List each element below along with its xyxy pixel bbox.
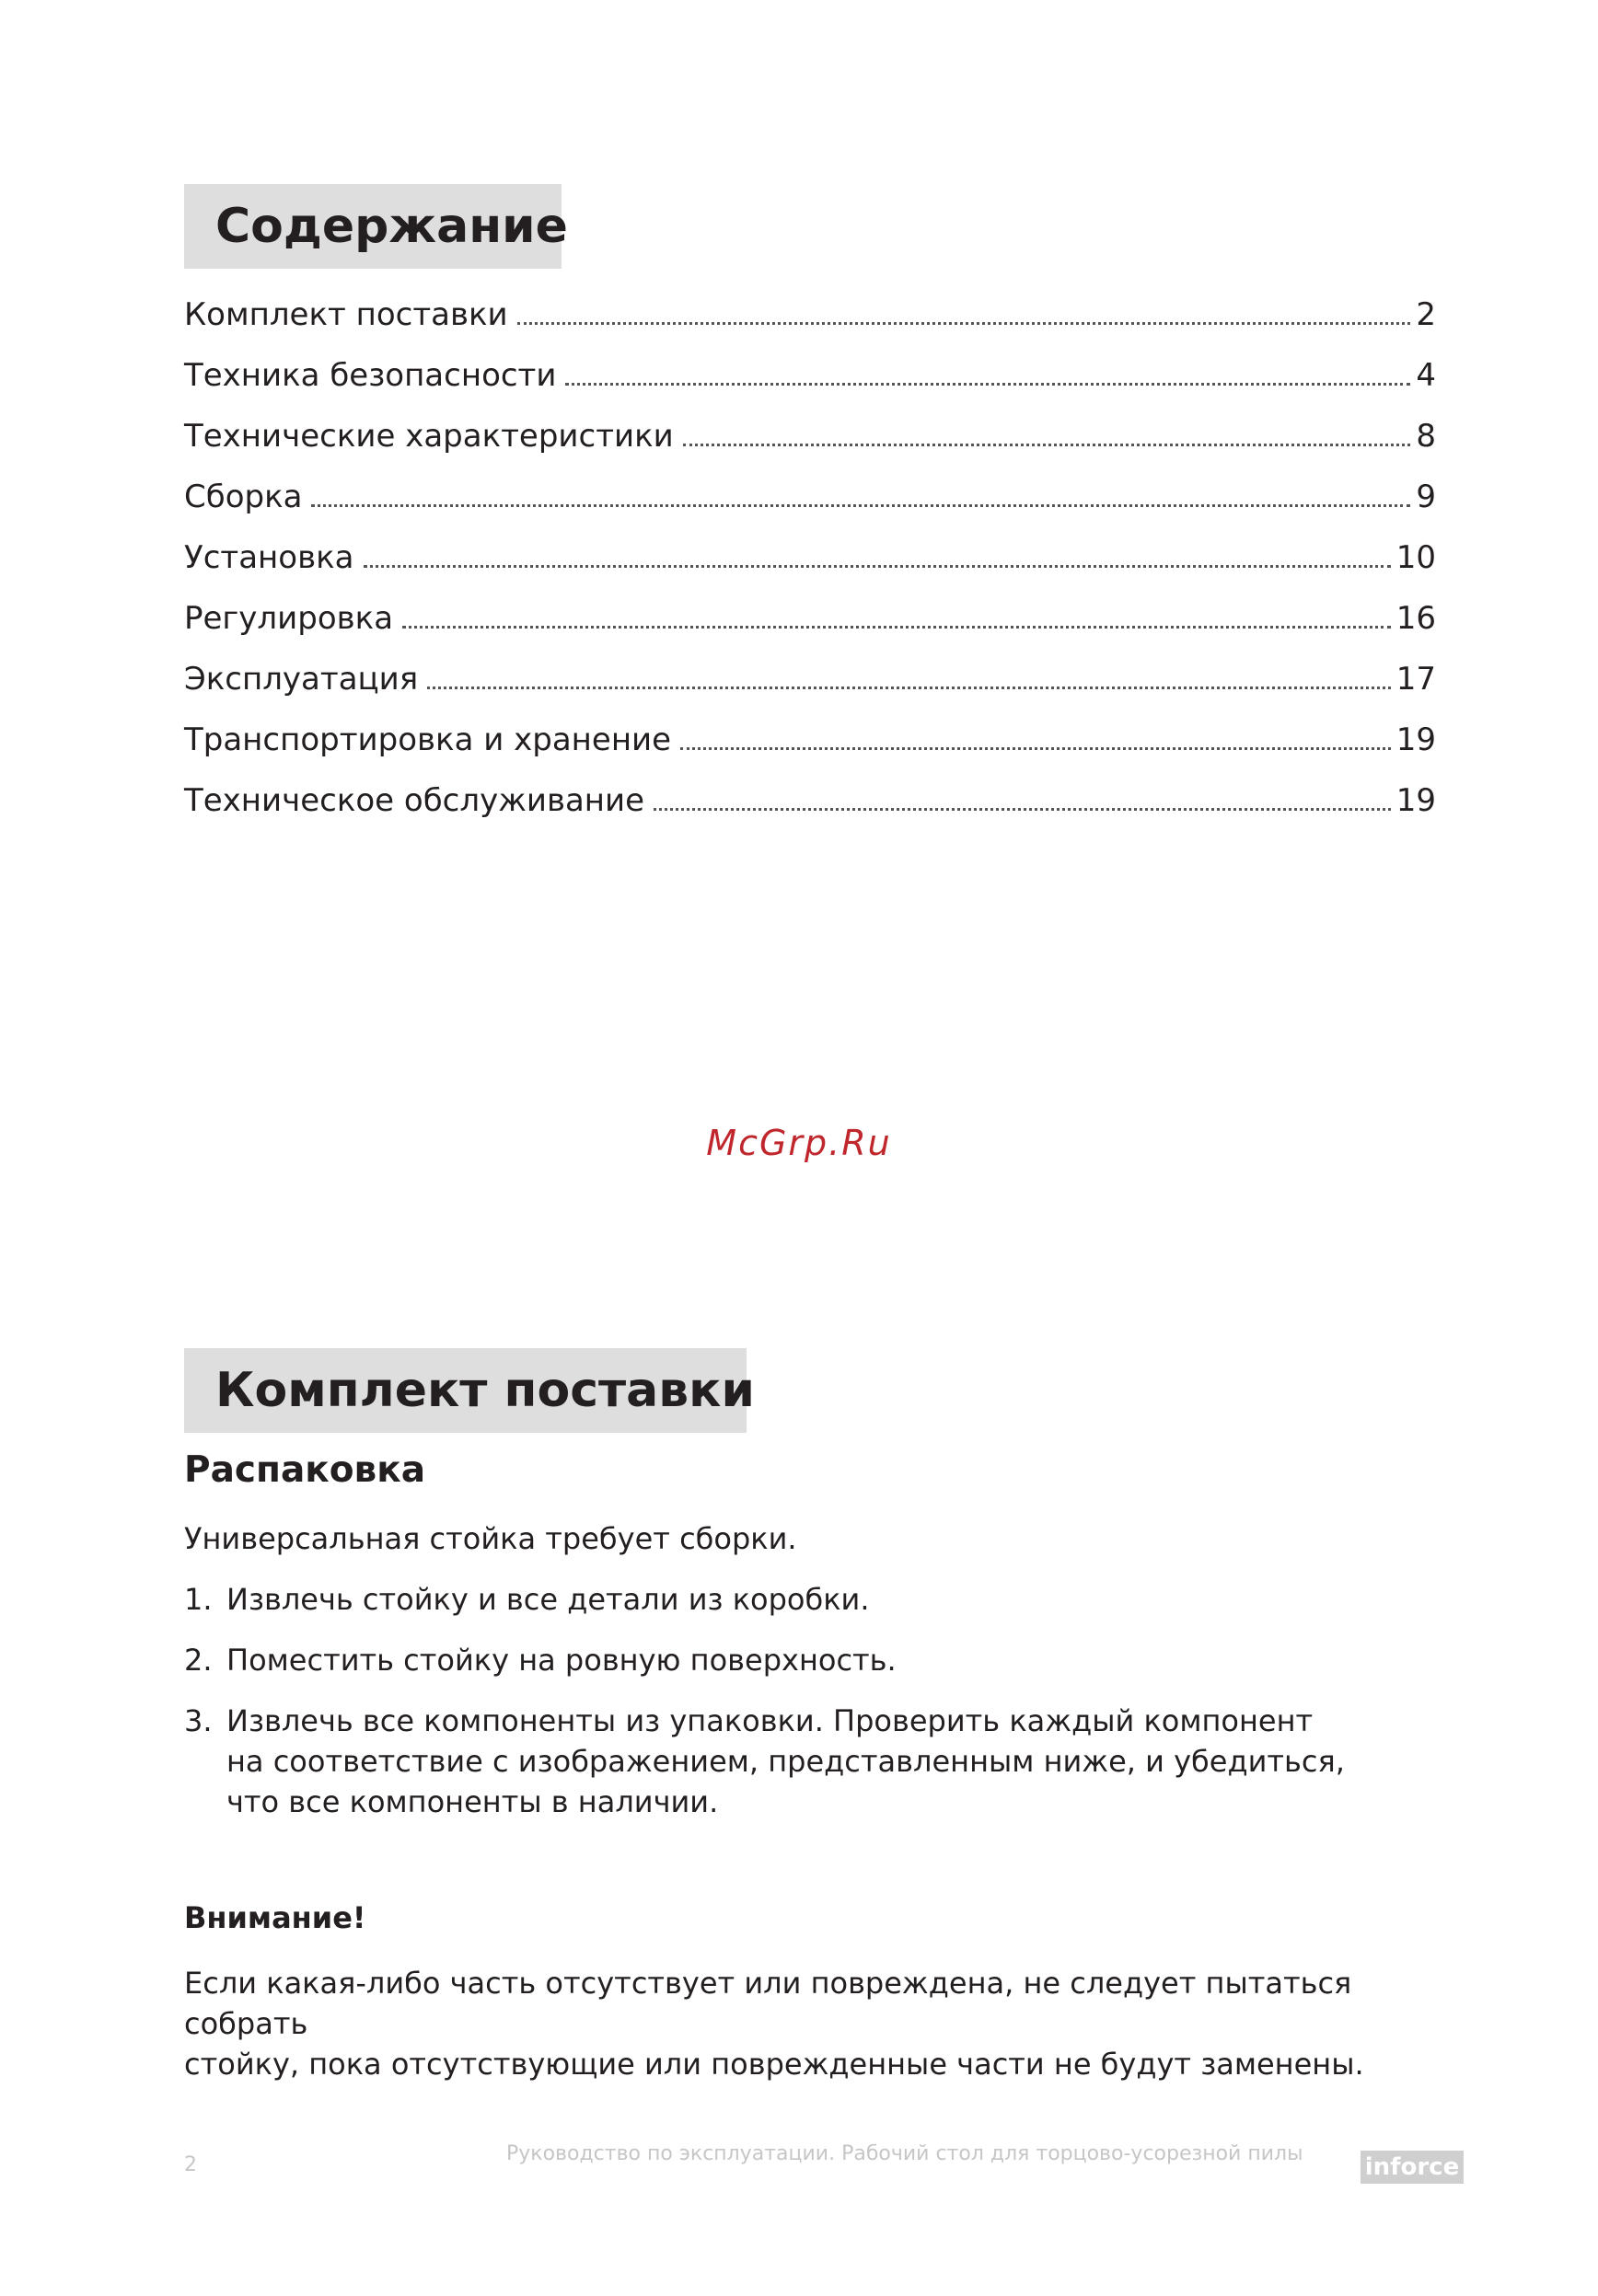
toc-item[interactable] xyxy=(184,418,1436,479)
toc-leader xyxy=(517,321,1411,325)
toc-item[interactable] xyxy=(184,539,1436,600)
warning-title: Внимание! xyxy=(184,1900,366,1935)
toc-item[interactable] xyxy=(184,600,1436,661)
toc-item[interactable] xyxy=(184,661,1436,721)
toc-item-title: Техническое обслуживание xyxy=(184,782,645,819)
toc-leader xyxy=(427,686,1391,689)
step-text-line: Извлечь все компоненты из упаковки. Проверить каждый компонент xyxy=(226,1703,1314,1738)
toc-item-page: 8 xyxy=(1416,418,1436,455)
list-item xyxy=(184,1579,1381,1620)
step-text-line: на соответствие с изображением, представленным ниже, и убедиться, xyxy=(226,1744,1345,1779)
toc-leader xyxy=(680,746,1391,750)
step-number: 2. xyxy=(184,1643,213,1678)
toc-leader xyxy=(683,443,1411,446)
toc-item-page: 17 xyxy=(1395,661,1436,698)
watermark: McGrp.Ru xyxy=(706,1123,892,1163)
section-heading: Комплект поставки xyxy=(184,1348,747,1433)
toc-item-title: Установка xyxy=(184,539,354,576)
toc-item-title: Техника безопасности xyxy=(184,357,557,394)
step-text: Поместить стойку на ровную поверхность. xyxy=(226,1643,897,1678)
toc-item-title: Комплект поставки xyxy=(184,296,508,333)
step-number: 1. xyxy=(184,1582,213,1617)
toc-item-title: Технические характеристики xyxy=(184,418,674,455)
toc-item-page: 19 xyxy=(1395,721,1436,758)
warning-text xyxy=(184,1963,1473,2084)
step-text: Извлечь стойку и все детали из коробки. xyxy=(226,1582,870,1617)
section-subheading: Распаковка xyxy=(184,1449,426,1491)
toc-leader xyxy=(654,807,1391,811)
toc-item-page: 10 xyxy=(1395,539,1436,576)
toc-item-title: Регулировка xyxy=(184,600,394,637)
toc-item[interactable] xyxy=(184,357,1436,418)
toc-item-title: Эксплуатация xyxy=(184,661,419,698)
toc-item[interactable] xyxy=(184,296,1436,357)
toc-leader xyxy=(364,564,1391,568)
list-item xyxy=(184,1640,1381,1680)
toc-item-page: 2 xyxy=(1416,296,1436,333)
list-item xyxy=(184,1701,1381,1822)
warning-line: стойку, пока отсутствующие или поврежденные части не будут заменены. xyxy=(184,2047,1364,2082)
step-text-line: что все компоненты в наличии. xyxy=(226,1784,719,1819)
toc-item-page: 9 xyxy=(1416,479,1436,515)
page-number: 2 xyxy=(184,2153,197,2176)
toc-leader xyxy=(402,625,1391,629)
toc-item[interactable] xyxy=(184,479,1436,539)
toc-leader xyxy=(565,382,1410,386)
step-number: 3. xyxy=(184,1703,213,1738)
toc-item[interactable] xyxy=(184,782,1436,843)
steps-list xyxy=(184,1579,1381,1842)
footer-text: Руководство по эксплуатации. Рабочий стол для торцово-усорезной пилы xyxy=(506,2142,1303,2165)
toc-heading: Содержание xyxy=(184,184,562,269)
toc-item-page: 16 xyxy=(1395,600,1436,637)
warning-line: Если какая-либо часть отсутствует или повреждена, не следует пытаться собрать xyxy=(184,1966,1352,2041)
brand-logo: inforce xyxy=(1361,2151,1464,2184)
step-text xyxy=(226,1701,1345,1822)
toc-item-title: Транспортировка и хранение xyxy=(184,721,672,758)
table-of-contents xyxy=(184,296,1436,843)
intro-text: Универсальная стойка требует сборки. xyxy=(184,1521,797,1556)
toc-item-page: 4 xyxy=(1416,357,1436,394)
toc-leader xyxy=(311,503,1410,507)
toc-item-page: 19 xyxy=(1395,782,1436,819)
toc-item[interactable] xyxy=(184,721,1436,782)
toc-item-title: Сборка xyxy=(184,479,303,515)
